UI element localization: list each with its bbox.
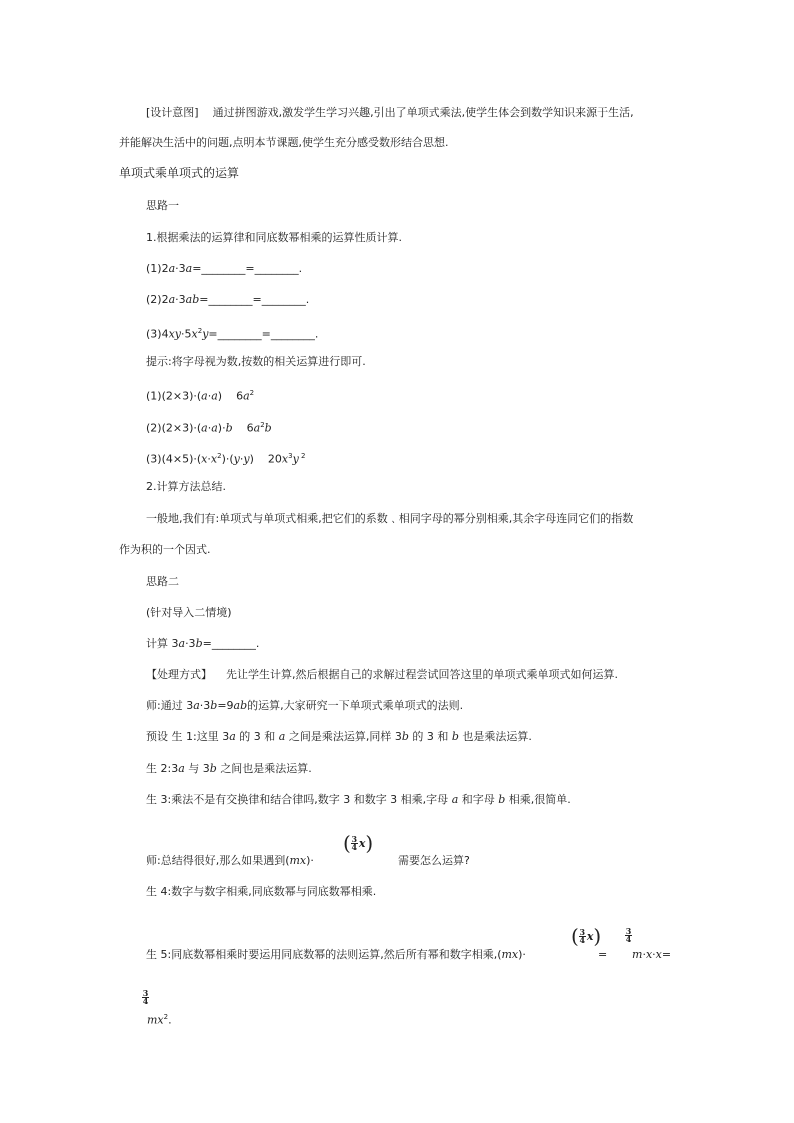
question-3: $(3)4xy\cdot 5x^2y=\_\_\_\_\_\_\_\_=\_\_\_\_\_\_\_\_$. bbox=[146, 327, 319, 341]
student-5-product: m·x·x= bbox=[632, 948, 672, 961]
student-5-result: $mx^2$. bbox=[147, 1013, 172, 1027]
hint: 提示:将字母视为数,按数的相关运算进行即可. bbox=[146, 355, 366, 368]
fraction-expression-2: $(\frac{3}{4}x)$ bbox=[571, 924, 602, 948]
method-tag: 【处理方式】 bbox=[146, 668, 212, 681]
design-intent-line-1 bbox=[146, 106, 634, 120]
idea1-step1: 1.根据乘法的运算律和同底数幂相乘的运算性质计算. bbox=[146, 231, 402, 244]
question-1: (1)2a·3a=________=________. bbox=[146, 262, 303, 275]
student-4: 生 4:数字与数字相乘,同底数幂与同底数幂相乘. bbox=[146, 885, 377, 898]
idea1-step2: 2.计算方法总结. bbox=[146, 480, 226, 493]
student-3: 生 3:乘法不是有交换律和结合律吗,数字 3 和数字 3 相乘,字母 a 和字母 b 相乘,很简单. bbox=[146, 793, 571, 806]
summary-line-1: 一般地,我们有:单项式与单项式相乘,把它们的系数﹑相同字母的幂分别相乘,其余字母连同它们的指数 bbox=[146, 512, 634, 525]
fraction-3-4-a: 3 4 bbox=[625, 926, 632, 944]
design-intent-line-2: 并能解决生活中的问题,点明本节课题,使学生充分感受数形结合思想. bbox=[119, 136, 449, 149]
teacher-line-2-tail: 需要怎么运算? bbox=[398, 854, 470, 867]
fraction-expression-1: $(\frac{3}{4}x)$ bbox=[343, 831, 374, 855]
answer-1: (1)(2×3)·(a·a) $6a^2$ bbox=[146, 389, 255, 403]
answer-2: (2)(2×3)·(a·a)·b $6a^2b$ bbox=[146, 421, 272, 435]
fraction-3-4-b: 3 4 bbox=[142, 988, 149, 1006]
section-title: 单项式乘单项式的运算 bbox=[119, 166, 240, 180]
idea2-title: 思路二 bbox=[146, 575, 179, 588]
design-intent-text-1: 通过拼图游戏,激发学生学习兴趣,引出了单项式乘法,使学生体会到数学知识来源于生活, bbox=[212, 106, 634, 119]
student-1: 预设 生 1:这里 3a 的 3 和 a 之间是乘法运算,同样 3b 的 3 和 b 也是乘法运算. bbox=[146, 730, 532, 743]
method: 【处理方式】 先让学生计算,然后根据自己的求解过程尝试回答这里的单项式乘单项式如何运算. bbox=[146, 668, 618, 681]
idea1-title: 思路一 bbox=[146, 199, 179, 212]
answer-3: $(3)(4\times 5)\cdot(x\cdot x^2)\cdot(y\cdot y)$ $20x^3y$ $^2$ bbox=[146, 452, 306, 466]
student-5-lead: 生 5:同底数幂相乘时要运用同底数幂的法则运算,然后所有幂和数字相乘,(mx)· bbox=[146, 948, 526, 961]
teacher-line-2-lead: 师:总结得很好,那么如果遇到(mx)· bbox=[146, 854, 314, 867]
idea2-calc: 计算 3a·3b=________. bbox=[146, 637, 260, 650]
equals-1: = bbox=[598, 948, 608, 961]
student-2: 生 2:3a 与 3b 之间也是乘法运算. bbox=[146, 762, 312, 775]
summary-line-2: 作为积的一个因式. bbox=[119, 543, 211, 556]
design-intent-tag: [设计意图] bbox=[146, 106, 199, 119]
teacher-line-1: 师:通过 3a·3b=9ab的运算,大家研究一下单项式乘单项式的法则. bbox=[146, 699, 464, 712]
question-2: (2)2a·3ab=________=________. bbox=[146, 293, 310, 306]
idea2-context: (针对导入二情境) bbox=[146, 606, 232, 619]
